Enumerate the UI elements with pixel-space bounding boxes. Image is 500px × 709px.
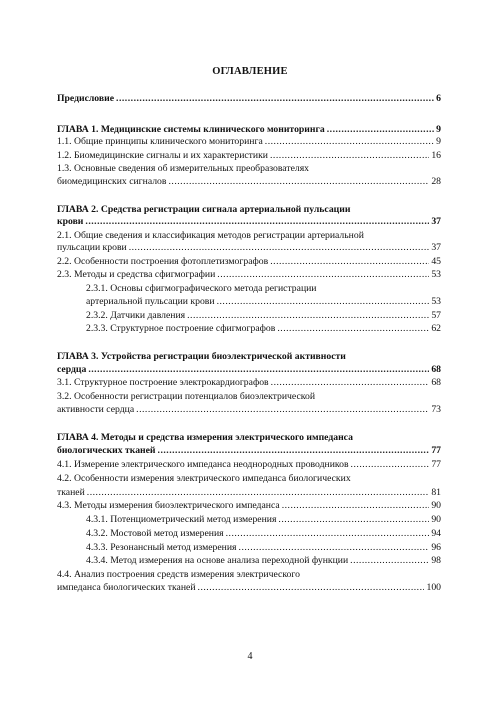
toc-entry-text: 4.3.2. Мостовой метод измерения	[86, 528, 224, 539]
toc-entry	[57, 528, 441, 539]
toc-entry-text: ГЛАВА 2. Средства регистрации сигнала артериальной пульсации	[57, 204, 351, 215]
toc-entry-text: 3.1. Структурное построение электрокардиографов	[57, 377, 269, 388]
toc-entry	[57, 432, 441, 443]
toc-entry	[57, 351, 441, 362]
toc-entry	[57, 124, 441, 135]
toc-entry-text: ГЛАВА 4. Методы и средства измерения электрического импеданса	[57, 432, 353, 443]
toc-entry	[57, 364, 441, 375]
toc-page-number: 94	[431, 528, 441, 539]
toc-page-number: 96	[431, 542, 441, 553]
toc-leader-dots	[282, 500, 430, 511]
toc-entry	[57, 459, 441, 470]
toc-entry-text: 1.2. Биомедицинские сигналы и их характеристики	[57, 150, 268, 161]
toc-leader-dots	[351, 459, 430, 470]
toc-page-number: 45	[431, 256, 441, 267]
toc-page-number: 53	[431, 296, 441, 307]
toc-entry	[57, 283, 441, 294]
toc-entry	[57, 555, 441, 566]
toc-entry	[57, 473, 441, 484]
toc-leader-dots	[88, 364, 429, 375]
toc-leader-dots	[277, 323, 429, 334]
toc-leader-dots	[350, 555, 429, 566]
toc-leader-dots	[168, 176, 429, 187]
toc-entry	[57, 176, 441, 187]
toc-leader-dots	[198, 582, 425, 593]
toc-entry-text: 2.3. Методы и средства сфигмографии	[57, 269, 216, 280]
toc-entry-text: ГЛАВА 3. Устройства регистрации биоэлектрической активности	[57, 351, 346, 362]
toc-page-number: 53	[431, 269, 441, 280]
toc-leader-dots	[116, 93, 434, 104]
toc-entry-text: биологических тканей	[57, 445, 156, 456]
toc-entry	[57, 136, 441, 147]
toc-entry	[57, 404, 441, 415]
toc-page-number: 9	[436, 136, 441, 147]
toc-entry	[57, 391, 441, 402]
toc-entry-text: импеданса биологических тканей	[57, 582, 196, 593]
toc-page-number: 90	[431, 514, 441, 525]
toc-leader-dots	[136, 404, 429, 415]
toc-leader-dots	[239, 542, 430, 553]
toc-entry	[57, 256, 441, 267]
toc-entry-text: 4.4. Анализ построения средств измерения электрического	[57, 569, 300, 580]
toc-leader-dots	[217, 296, 430, 307]
toc-page-number: 73	[431, 404, 441, 415]
toc-title: ОГЛАВЛЕНИЕ	[212, 66, 288, 77]
toc-page-number: 90	[431, 500, 441, 511]
toc-page-number: 81	[431, 487, 441, 498]
toc-entry	[57, 230, 441, 241]
toc-leader-dots	[270, 256, 429, 267]
toc-entry	[57, 269, 441, 280]
toc-entry	[57, 204, 441, 215]
toc-leader-dots	[270, 150, 429, 161]
toc-page-number: 16	[431, 150, 441, 161]
toc-entry	[57, 569, 441, 580]
toc-entry	[57, 487, 441, 498]
toc-page-number: 9	[436, 124, 441, 135]
toc-page-number: 37	[431, 216, 441, 227]
toc-leader-dots	[271, 377, 430, 388]
toc-leader-dots	[87, 487, 430, 498]
toc-page-number: 77	[431, 459, 441, 470]
toc-page-number: 100	[426, 582, 441, 593]
toc-entry-text: 2.3.3. Структурное построение сфигмографов	[86, 323, 276, 334]
toc-entry-text: 1.3. Основные сведения об измерительных преобразователях	[57, 163, 310, 174]
toc-entry	[57, 296, 441, 307]
toc-entry-text: 4.3. Методы измерения биоэлектрического импеданса	[57, 500, 280, 511]
toc-page-number: 68	[431, 377, 441, 388]
toc-leader-dots	[85, 216, 429, 227]
toc-entry	[57, 150, 441, 161]
toc-entry	[57, 500, 441, 511]
toc-entry	[57, 323, 441, 334]
toc-leader-dots	[217, 269, 429, 280]
toc-entry-text: пульсации крови	[57, 242, 127, 253]
toc-entry-text: 2.3.2. Датчики давления	[86, 310, 186, 321]
toc-entry-text: 1.1. Общие принципы клинического мониторинга	[57, 136, 263, 147]
toc-entry-text: 4.1. Измерение электрического импеданса неоднородных проводников	[57, 459, 349, 470]
page-number: 4	[247, 651, 253, 662]
toc-entry-text: 3.2. Особенности регистрации потенциалов биоэлектрической	[57, 391, 316, 402]
toc-leader-dots	[129, 242, 430, 253]
toc-leader-dots	[327, 124, 434, 135]
toc-entry-text: 2.3.1. Основы сфигмографического метода регистрации	[86, 283, 317, 294]
toc-entry-text: Предисловие	[57, 93, 115, 104]
toc-page-number: 98	[431, 555, 441, 566]
toc-leader-dots	[187, 310, 429, 321]
toc-entry-text: активности сердца	[57, 404, 135, 415]
toc-entry-text: 2.1. Общие сведения и классификация методов регистрации артериальной	[57, 230, 364, 241]
toc-page-number: 6	[436, 93, 441, 104]
toc-entry	[57, 582, 441, 593]
toc-leader-dots	[265, 136, 434, 147]
toc-page-number: 28	[431, 176, 441, 187]
toc-entry	[57, 514, 441, 525]
toc-entry-text: сердца	[57, 364, 87, 375]
toc-leader-dots	[158, 445, 430, 456]
toc-entry	[57, 377, 441, 388]
toc-entry-text: тканей	[57, 487, 85, 498]
toc-page-number: 68	[431, 364, 441, 375]
toc-entry-text: ГЛАВА 1. Медицинские системы клинического мониторинга	[57, 124, 325, 135]
toc-entry-text: крови	[57, 216, 84, 227]
toc-leader-dots	[278, 514, 429, 525]
toc-entry-text: 4.3.1. Потенциометрический метод измерения	[86, 514, 277, 525]
toc-entry-text: артериальной пульсации крови	[86, 296, 215, 307]
toc-page-number: 37	[431, 242, 441, 253]
toc-entry	[57, 163, 441, 174]
toc-entry	[57, 216, 441, 227]
toc-entry	[57, 242, 441, 253]
toc-page-number: 57	[431, 310, 441, 321]
toc-leader-dots	[226, 528, 430, 539]
toc-entry	[57, 445, 441, 456]
toc-entry-text: 2.2. Особенности построения фотоплетизмографов	[57, 256, 269, 267]
toc-entry-text: биомедицинских сигналов	[57, 176, 167, 187]
toc-page-number: 62	[431, 323, 441, 334]
toc-entry-text: 4.3.4. Метод измерения на основе анализа переходной функции	[86, 555, 349, 566]
toc-entry	[57, 310, 441, 321]
toc-entry-text: 4.3.3. Резонансный метод измерения	[86, 542, 237, 553]
toc-entry	[57, 542, 441, 553]
toc-entry	[57, 93, 441, 104]
toc-page-number: 77	[431, 445, 441, 456]
toc-entry-text: 4.2. Особенности измерения электрического импеданса биологических	[57, 473, 351, 484]
